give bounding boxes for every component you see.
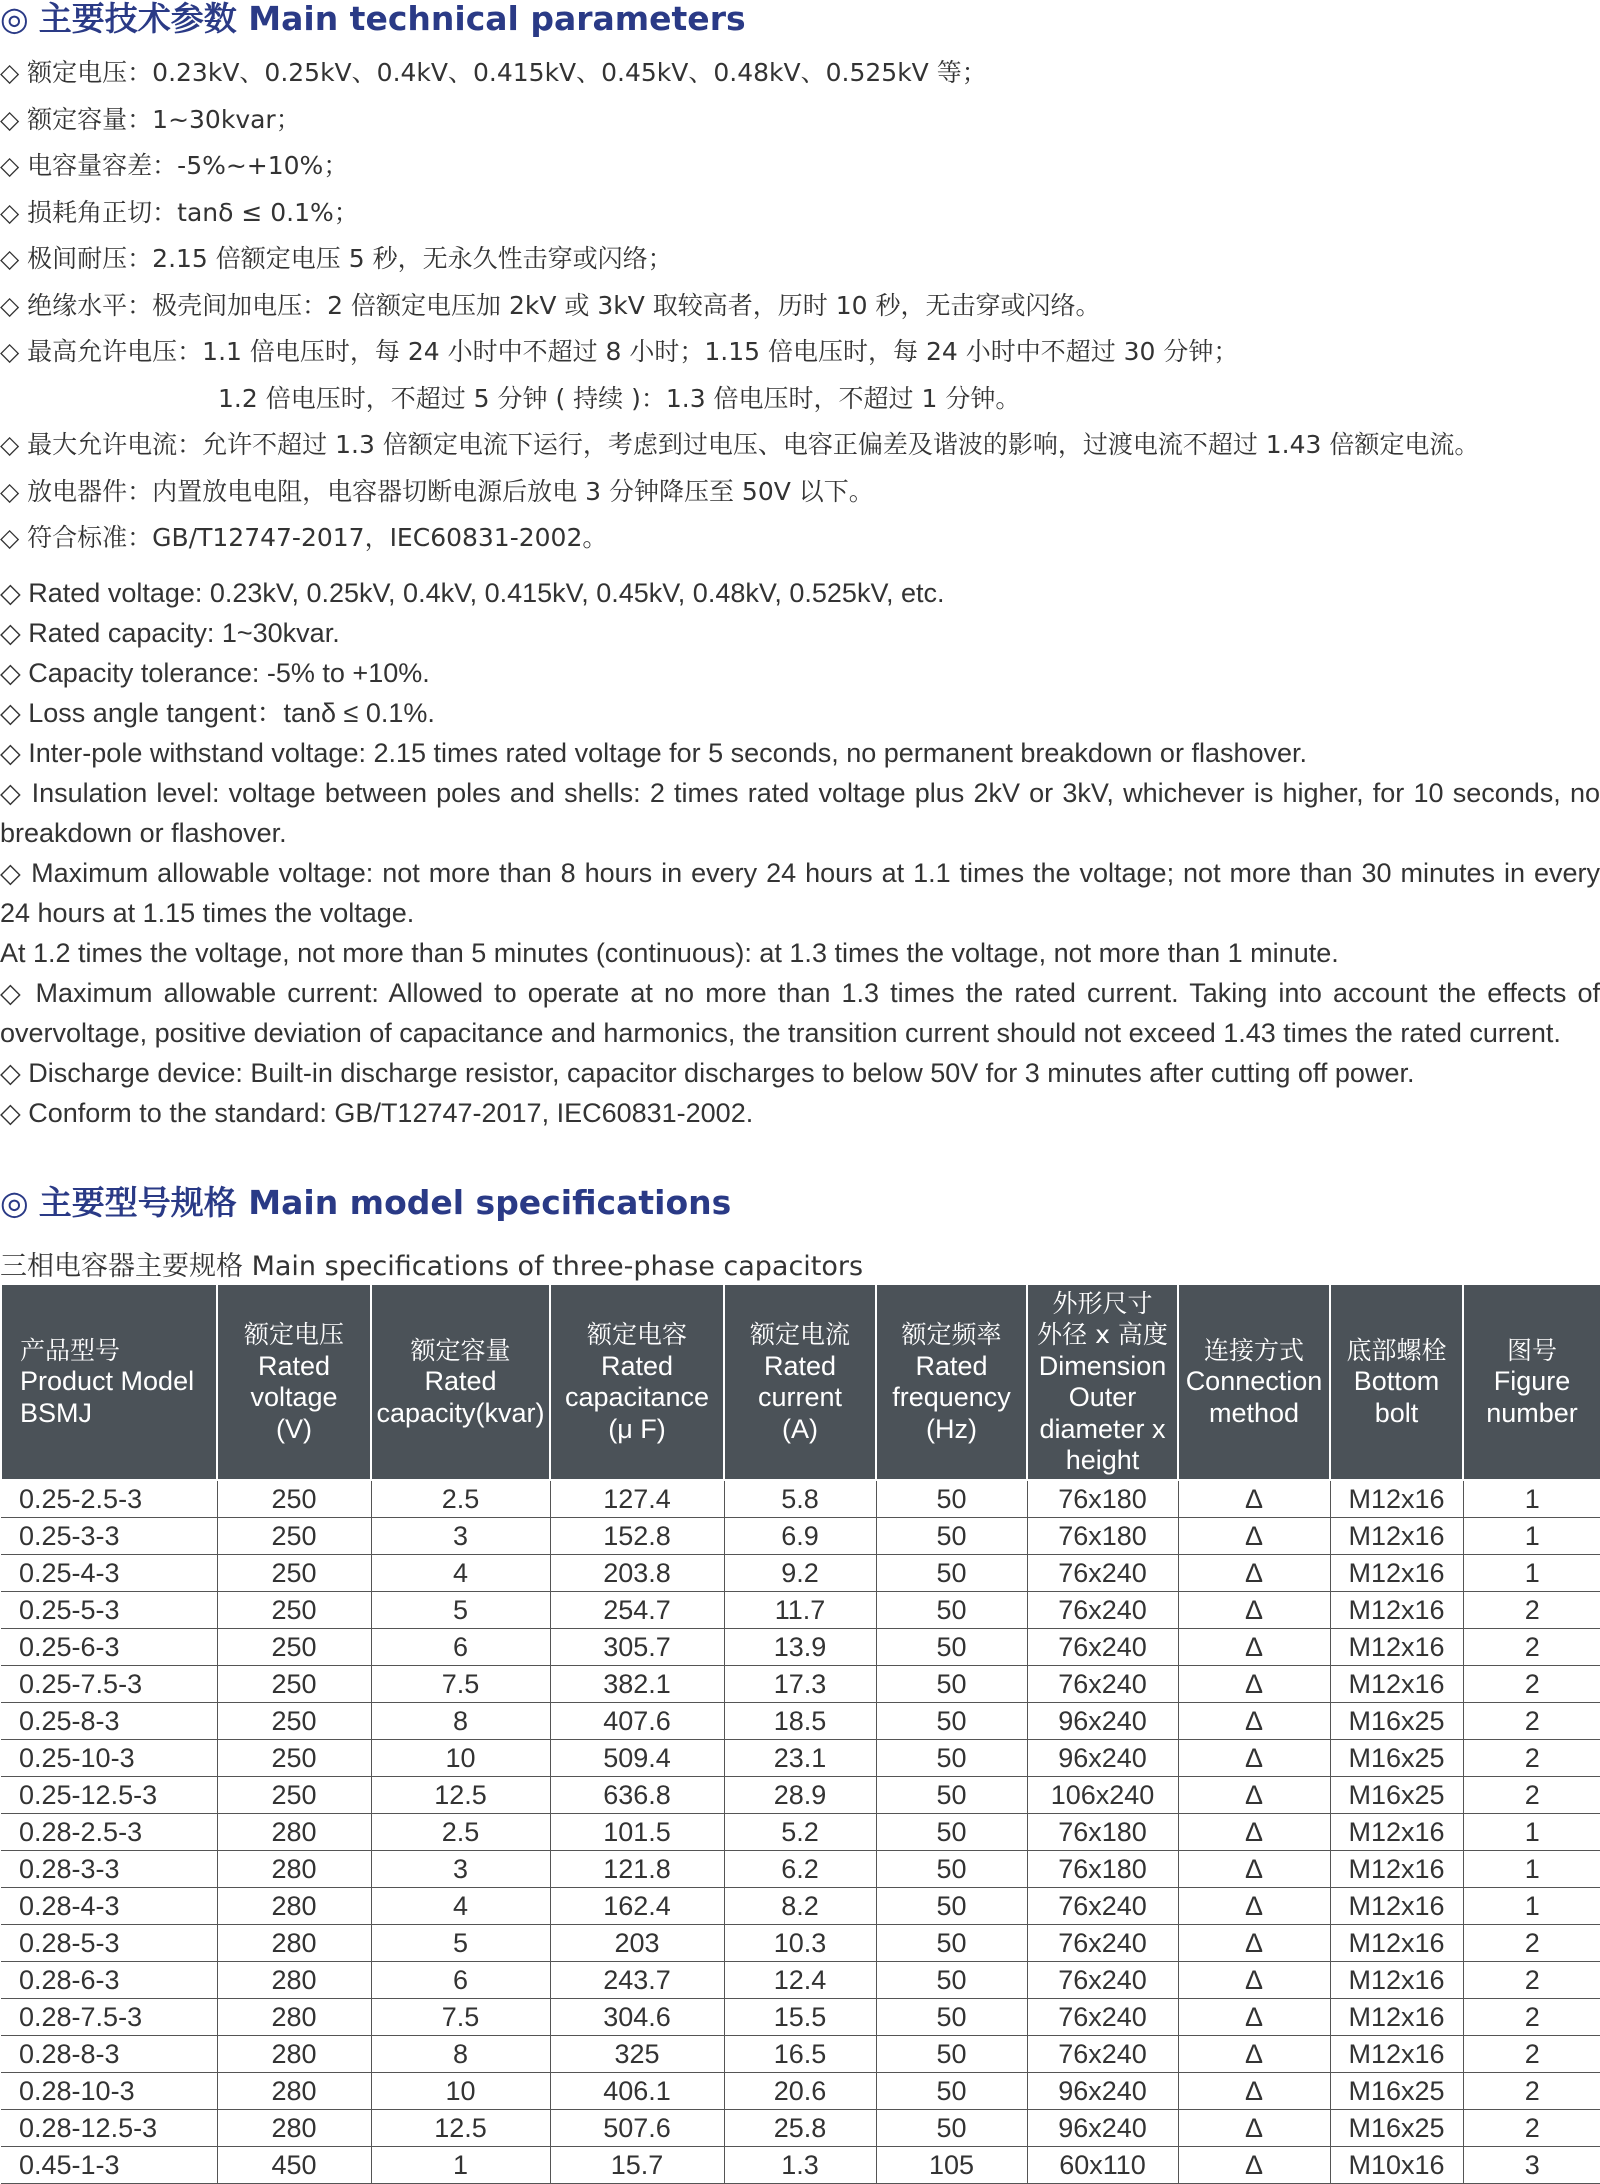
column-header [1178, 1284, 1330, 1480]
table-cell: M10x16 [1330, 2147, 1463, 2184]
column-header [724, 1284, 876, 1480]
cn-param-item: ◇ 电容量容差：-5%~+10%； [0, 151, 349, 180]
table-cell: 25.8 [724, 2110, 876, 2147]
table-cell: M16x25 [1330, 2073, 1463, 2110]
table-row [1, 2110, 1600, 2147]
table-cell: M16x25 [1330, 1740, 1463, 1777]
table-cell: Δ [1178, 1888, 1330, 1925]
table-cell: 280 [217, 1999, 371, 2036]
table-cell: 509.4 [550, 1740, 724, 1777]
table-cell: 243.7 [550, 1962, 724, 1999]
table-cell: 9.2 [724, 1555, 876, 1592]
table-cell: 76x180 [1027, 1814, 1178, 1851]
table-cell: 76x240 [1027, 1555, 1178, 1592]
table-cell: 2 [1463, 1592, 1600, 1629]
english-parameter-list [0, 573, 1600, 1133]
table-cell: 0.25-5-3 [1, 1592, 217, 1629]
column-header [1027, 1284, 1178, 1480]
en-param-item: ◇ Loss angle tangent：tanδ ≤ 0.1%. [0, 698, 435, 728]
table-cell: 10 [371, 2073, 550, 2110]
table-cell: 50 [876, 2036, 1027, 2073]
en-param-item: ◇ Insulation level: voltage between poles and shells: 2 times rated voltage plus 2kV or 3kV, whichever is higher, for 10 seconds, no breakdown or flashover. [0, 778, 1600, 848]
header-line: 额定电流 [749, 1320, 850, 1349]
cn-param-item: ◇ 最大允许电流：允许不超过 1.3 倍额定电流下运行，考虑到过电压、电容正偏差及谐波的影响，过渡电流不超过 1.43 倍额定电流。 [0, 430, 1480, 459]
table-row [1, 1480, 1600, 1518]
table-cell: 280 [217, 2110, 371, 2147]
table-cell: 0.25-7.5-3 [1, 1666, 217, 1703]
header-line: capacitance [564, 1382, 710, 1412]
table-cell: 127.4 [550, 1480, 724, 1518]
table-cell: Δ [1178, 1629, 1330, 1666]
table-cell: M12x16 [1330, 1592, 1463, 1629]
header-line: Outer [1068, 1382, 1137, 1412]
header-line: 额定电容 [586, 1320, 687, 1349]
header-line: Figure [1493, 1366, 1571, 1397]
table-cell: M16x25 [1330, 1777, 1463, 1814]
table-cell: 5 [371, 1925, 550, 1962]
table-cell: 3 [1463, 2147, 1600, 2184]
table-cell: 1 [371, 2147, 550, 2184]
table-cell: M12x16 [1330, 1888, 1463, 1925]
header-line: 额定容量 [410, 1335, 511, 1365]
table-row [1, 1851, 1600, 1888]
section-title-technical-parameters [0, 0, 746, 38]
table-cell: 2 [1463, 1999, 1600, 2036]
table-cell: 4 [371, 1888, 550, 1925]
header-line: capacity(kvar) [376, 1397, 545, 1428]
table-cell: 76x240 [1027, 1888, 1178, 1925]
header-line: Rated [600, 1350, 674, 1381]
column-header [876, 1284, 1027, 1480]
table-cell: 10 [371, 1740, 550, 1777]
header-line: diameter x [1039, 1413, 1166, 1444]
header-line: (μ F) [608, 1413, 666, 1444]
table-cell: 250 [217, 1480, 371, 1518]
table-cell: Δ [1178, 2147, 1330, 2184]
header-line: Connection [1185, 1366, 1323, 1397]
table-cell: 106x240 [1027, 1777, 1178, 1814]
header-line: Rated [915, 1350, 988, 1381]
table-cell: 2 [1463, 1703, 1600, 1740]
table-cell: 5 [371, 1592, 550, 1629]
table-cell: 6.2 [724, 1851, 876, 1888]
table-cell: 3 [371, 1851, 550, 1888]
table-cell: M12x16 [1330, 1666, 1463, 1703]
table-cell: 96x240 [1027, 1740, 1178, 1777]
table-cell: 0.25-6-3 [1, 1629, 217, 1666]
table-cell: 0.28-10-3 [1, 2073, 217, 2110]
en-param-item: At 1.2 times the voltage, not more than 5 minutes (continuous): at 1.3 times the voltage, not more than 1 minute. [0, 938, 1339, 968]
table-cell: M16x25 [1330, 1703, 1463, 1740]
table-row [1, 1999, 1600, 2036]
table-cell: 162.4 [550, 1888, 724, 1925]
table-row [1, 2147, 1600, 2184]
table-cell: 10.3 [724, 1925, 876, 1962]
table-cell: M12x16 [1330, 1629, 1463, 1666]
header-line: Rated [257, 1350, 331, 1381]
table-cell: 0.28-3-3 [1, 1851, 217, 1888]
table-cell: 382.1 [550, 1666, 724, 1703]
specifications-table [0, 1283, 1600, 2184]
table-cell: 1.3 [724, 2147, 876, 2184]
table-cell: 407.6 [550, 1703, 724, 1740]
table-cell: 2.5 [371, 1480, 550, 1518]
table-cell: 0.45-1-3 [1, 2147, 217, 2184]
table-cell: 0.25-2.5-3 [1, 1480, 217, 1518]
header-line: number [1486, 1397, 1578, 1428]
table-cell: 250 [217, 1703, 371, 1740]
cn-param-item: ◇ 额定电压：0.23kV、0.25kV、0.4kV、0.415kV、0.45kV、0.48kV、0.525kV 等； [0, 58, 987, 87]
table-cell: Δ [1178, 1777, 1330, 1814]
table-cell: 1 [1463, 1888, 1600, 1925]
header-line: Dimension [1038, 1350, 1167, 1381]
table-cell: Δ [1178, 1518, 1330, 1555]
table-cell: Δ [1178, 1925, 1330, 1962]
header-line: 外形尺寸 [1052, 1288, 1153, 1318]
table-cell: 0.28-8-3 [1, 2036, 217, 2073]
table-cell: 50 [876, 1666, 1027, 1703]
table-cell: 50 [876, 2110, 1027, 2147]
table-row [1, 1518, 1600, 1555]
en-param-item: ◇ Discharge device: Built-in discharge resistor, capacitor discharges to below 50V for 3 minutes after cutting off power. [0, 1058, 1415, 1088]
table-cell: 76x180 [1027, 1851, 1178, 1888]
table-cell: 325 [550, 2036, 724, 2073]
table-cell: 2 [1463, 1740, 1600, 1777]
column-header [1330, 1284, 1463, 1480]
cn-param-item: ◇ 极间耐压：2.15 倍额定电压 5 秒，无永久性击穿或闪络； [0, 244, 673, 273]
table-cell: 0.28-4-3 [1, 1888, 217, 1925]
table-cell: 6 [371, 1962, 550, 1999]
table-cell: 76x240 [1027, 1629, 1178, 1666]
table-cell: Δ [1178, 1555, 1330, 1592]
table-cell: 0.28-6-3 [1, 1962, 217, 1999]
table-cell: 50 [876, 1592, 1027, 1629]
table-cell: 152.8 [550, 1518, 724, 1555]
header-line: Rated [763, 1350, 837, 1381]
table-row [1, 1703, 1600, 1740]
table-cell: 76x240 [1027, 1666, 1178, 1703]
header-line: 产品型号 [20, 1335, 121, 1365]
section-title-text: 主要型号规格 Main model specifications [38, 1183, 732, 1222]
table-cell: 121.8 [550, 1851, 724, 1888]
table-cell: 280 [217, 1851, 371, 1888]
column-header [217, 1284, 371, 1480]
table-row [1, 1555, 1600, 1592]
table-cell: 250 [217, 1629, 371, 1666]
table-cell: 50 [876, 1703, 1027, 1740]
table-cell: 1 [1463, 1814, 1600, 1851]
header-line: (A) [782, 1413, 818, 1444]
table-cell: 280 [217, 2036, 371, 2073]
header-line: bolt [1374, 1397, 1419, 1428]
table-cell: 76x240 [1027, 1999, 1178, 2036]
header-line: height [1065, 1445, 1140, 1475]
table-cell: 50 [876, 2073, 1027, 2110]
table-row [1, 1962, 1600, 1999]
table-cell: 96x240 [1027, 2073, 1178, 2110]
en-param-item: ◇ Rated voltage: 0.23kV, 0.25kV, 0.4kV, 0.415kV, 0.45kV, 0.48kV, 0.525kV, etc. [0, 578, 945, 608]
table-cell: 16.5 [724, 2036, 876, 2073]
table-cell: M12x16 [1330, 1999, 1463, 2036]
table-cell: 0.25-4-3 [1, 1555, 217, 1592]
header-line: Bottom [1353, 1366, 1440, 1397]
table-cell: 50 [876, 1962, 1027, 1999]
table-cell: 2 [1463, 1666, 1600, 1703]
table-cell: 1 [1463, 1555, 1600, 1592]
table-row [1, 1666, 1600, 1703]
table-cell: M12x16 [1330, 1814, 1463, 1851]
cn-param-item: ◇ 放电器件：内置放电电阻，电容器切断电源后放电 3 分钟降压至 50V 以下。 [0, 476, 874, 506]
table-cell: 18.5 [724, 1703, 876, 1740]
table-cell: 96x240 [1027, 2110, 1178, 2147]
table-cell: 250 [217, 1555, 371, 1592]
header-line: 额定电压 [243, 1320, 344, 1349]
table-cell: 280 [217, 1962, 371, 1999]
table-cell: 8 [371, 1703, 550, 1740]
table-cell: 406.1 [550, 2073, 724, 2110]
table-cell: 2 [1463, 2110, 1600, 2147]
table-cell: 2 [1463, 1777, 1600, 1814]
table-cell: 0.25-8-3 [1, 1703, 217, 1740]
table-cell: 76x180 [1027, 1518, 1178, 1555]
table-cell: 13.9 [724, 1629, 876, 1666]
table-cell: 76x240 [1027, 1962, 1178, 1999]
table-cell: 96x240 [1027, 1703, 1178, 1740]
chinese-parameter-list [0, 50, 1600, 562]
table-cell: 17.3 [724, 1666, 876, 1703]
cn-param-item-continued: 1.2 倍电压时，不超过 5 分钟 ( 持续 )：1.3 倍电压时，不超过 1 分钟。 [218, 383, 1021, 413]
cn-param-item: ◇ 符合标准：GB/T12747-2017，IEC60831-2002。 [0, 523, 608, 552]
table-cell: 50 [876, 1925, 1027, 1962]
table-cell: 7.5 [371, 1666, 550, 1703]
section-title-text: 主要技术参数 Main technical parameters [38, 0, 746, 38]
table-header-row [1, 1284, 1600, 1480]
table-cell: 280 [217, 1925, 371, 1962]
table-cell: 0.25-10-3 [1, 1740, 217, 1777]
table-cell: M12x16 [1330, 1480, 1463, 1518]
table-cell: Δ [1178, 1592, 1330, 1629]
table-cell: 0.25-3-3 [1, 1518, 217, 1555]
table-cell: 2 [1463, 2073, 1600, 2110]
column-header [1463, 1284, 1600, 1480]
table-cell: Δ [1178, 1814, 1330, 1851]
table-cell: 5.2 [724, 1814, 876, 1851]
table-cell: Δ [1178, 2036, 1330, 2073]
table-cell: 20.6 [724, 2073, 876, 2110]
table-cell: 0.28-12.5-3 [1, 2110, 217, 2147]
table-cell: 4 [371, 1555, 550, 1592]
table-cell: 203 [550, 1925, 724, 1962]
table-cell: 450 [217, 2147, 371, 2184]
header-line: (Hz) [926, 1413, 977, 1444]
table-cell: M12x16 [1330, 1962, 1463, 1999]
en-param-item: ◇ Maximum allowable voltage: not more than 8 hours in every 24 hours at 1.1 times the voltage; not more than 30 minutes in every 24 hours at 1.15 times the voltage. [0, 858, 1600, 928]
table-cell: 50 [876, 1480, 1027, 1518]
header-line: 外径 x 高度 [1037, 1320, 1168, 1349]
table-cell: 11.7 [724, 1592, 876, 1629]
table-cell: 12.5 [371, 2110, 550, 2147]
header-line: Rated [424, 1366, 497, 1397]
table-cell: 0.28-2.5-3 [1, 1814, 217, 1851]
table-row [1, 1888, 1600, 1925]
table-cell: 76x240 [1027, 1592, 1178, 1629]
table-cell: 507.6 [550, 2110, 724, 2147]
table-row [1, 1629, 1600, 1666]
cn-param-item: ◇ 最高允许电压：1.1 倍电压时，每 24 小时中不超过 8 小时；1.15 倍电压时，每 24 小时中不超过 30 分钟； [0, 337, 1239, 366]
table-cell: 6.9 [724, 1518, 876, 1555]
table-cell: 105 [876, 2147, 1027, 2184]
table-cell: 2 [1463, 1962, 1600, 1999]
cn-param-item: ◇ 额定容量：1~30kvar； [0, 104, 301, 134]
column-header [1, 1284, 217, 1480]
header-line: (V) [276, 1413, 312, 1444]
header-line: 额定频率 [901, 1320, 1002, 1349]
table-cell: 50 [876, 1888, 1027, 1925]
table-cell: 50 [876, 1777, 1027, 1814]
header-line: 连接方式 [1203, 1335, 1304, 1365]
en-param-item: ◇ Rated capacity: 1~30kvar. [0, 618, 340, 648]
table-cell: 250 [217, 1740, 371, 1777]
table-cell: M12x16 [1330, 1518, 1463, 1555]
table-cell: 76x240 [1027, 1925, 1178, 1962]
table-cell: 28.9 [724, 1777, 876, 1814]
header-line: 底部螺栓 [1346, 1335, 1447, 1365]
table-cell: 2 [1463, 1629, 1600, 1666]
double-circle-icon: ◎ [0, 0, 29, 38]
table-cell: 50 [876, 1740, 1027, 1777]
en-param-item: ◇ Capacity tolerance: -5% to +10%. [0, 658, 430, 688]
table-cell: Δ [1178, 2073, 1330, 2110]
table-cell: 0.28-7.5-3 [1, 1999, 217, 2036]
table-cell: 250 [217, 1777, 371, 1814]
table-cell: 250 [217, 1666, 371, 1703]
table-cell: 50 [876, 1555, 1027, 1592]
table-cell: 1 [1463, 1518, 1600, 1555]
header-line: method [1208, 1397, 1300, 1428]
header-line: current [757, 1382, 843, 1412]
header-line: Product Model [20, 1366, 195, 1397]
table-row [1, 1592, 1600, 1629]
table-cell: 2 [1463, 1925, 1600, 1962]
table-cell: 280 [217, 1814, 371, 1851]
table-cell: 305.7 [550, 1629, 724, 1666]
table-cell: Δ [1178, 1666, 1330, 1703]
table-cell: 15.7 [550, 2147, 724, 2184]
table-cell: 1 [1463, 1851, 1600, 1888]
en-param-item: ◇ Maximum allowable current: Allowed to operate at no more than 1.3 times the rated current. Taking into account the effects of overvoltage, positive deviation of capacitance and harmonics, the transition current should not exceed 1.43 times the rated current. [0, 978, 1600, 1048]
header-line: BSMJ [20, 1397, 93, 1428]
table-cell: 636.8 [550, 1777, 724, 1814]
table-cell: M12x16 [1330, 2036, 1463, 2073]
table-cell: 2 [1463, 2036, 1600, 2073]
table-cell: Δ [1178, 1851, 1330, 1888]
section-title-model-specifications [0, 1183, 732, 1222]
table-cell: 12.5 [371, 1777, 550, 1814]
table-row [1, 2036, 1600, 2073]
en-param-item: ◇ Inter-pole withstand voltage: 2.15 times rated voltage for 5 seconds, no permanent breakdown or flashover. [0, 738, 1308, 768]
table-cell: Δ [1178, 1740, 1330, 1777]
table-cell: M12x16 [1330, 1925, 1463, 1962]
column-header [550, 1284, 724, 1480]
table-cell: 304.6 [550, 1999, 724, 2036]
table-row [1, 1777, 1600, 1814]
table-cell: 50 [876, 1629, 1027, 1666]
table-cell: 8.2 [724, 1888, 876, 1925]
table-row [1, 1740, 1600, 1777]
table-cell: 60x110 [1027, 2147, 1178, 2184]
table-cell: 76x180 [1027, 1480, 1178, 1518]
table-cell: 7.5 [371, 1999, 550, 2036]
table-cell: M12x16 [1330, 1851, 1463, 1888]
header-line: 图号 [1506, 1335, 1557, 1365]
table-cell: 50 [876, 1814, 1027, 1851]
table-cell: 250 [217, 1518, 371, 1555]
table-cell: 50 [876, 1999, 1027, 2036]
en-param-item: ◇ Conform to the standard: GB/T12747-2017, IEC60831-2002. [0, 1098, 754, 1128]
table-cell: 76x240 [1027, 2036, 1178, 2073]
table-cell: Δ [1178, 1703, 1330, 1740]
table-cell: 2.5 [371, 1814, 550, 1851]
table-cell: 280 [217, 2073, 371, 2110]
table-cell: 0.25-12.5-3 [1, 1777, 217, 1814]
table-cell: 250 [217, 1592, 371, 1629]
table-body [1, 1480, 1600, 2184]
cn-param-item: ◇ 损耗角正切：tanδ ≤ 0.1%； [0, 197, 359, 227]
table-cell: Δ [1178, 1999, 1330, 2036]
table-cell: Δ [1178, 2110, 1330, 2147]
table-cell: 101.5 [550, 1814, 724, 1851]
table-cell: M12x16 [1330, 1555, 1463, 1592]
table-cell: M16x25 [1330, 2110, 1463, 2147]
header-line: frequency [892, 1382, 1011, 1412]
table-cell: 12.4 [724, 1962, 876, 1999]
table-cell: 15.5 [724, 1999, 876, 2036]
table-cell: 8 [371, 2036, 550, 2073]
column-header [371, 1284, 550, 1480]
table-caption: 三相电容器主要规格 Main specifications of three-phase capacitors [0, 1251, 864, 1282]
cn-param-item: ◇ 绝缘水平：极壳间加电压：2 倍额定电压加 2kV 或 3kV 取较高者，历时 10 秒，无击穿或闪络。 [0, 290, 1101, 320]
table-cell: 50 [876, 1851, 1027, 1888]
table-cell: 254.7 [550, 1592, 724, 1629]
table-cell: 3 [371, 1518, 550, 1555]
header-line: voltage [250, 1382, 338, 1412]
table-cell: 6 [371, 1629, 550, 1666]
table-cell: 280 [217, 1888, 371, 1925]
table-cell: Δ [1178, 1962, 1330, 1999]
table-cell: Δ [1178, 1480, 1330, 1518]
table-row [1, 1814, 1600, 1851]
double-circle-icon: ◎ [0, 1183, 29, 1222]
table-cell: 50 [876, 1518, 1027, 1555]
table-cell: 23.1 [724, 1740, 876, 1777]
table-cell: 203.8 [550, 1555, 724, 1592]
table-cell: 5.8 [724, 1480, 876, 1518]
table-row [1, 2073, 1600, 2110]
table-row [1, 1925, 1600, 1962]
table-cell: 1 [1463, 1480, 1600, 1518]
table-cell: 0.28-5-3 [1, 1925, 217, 1962]
